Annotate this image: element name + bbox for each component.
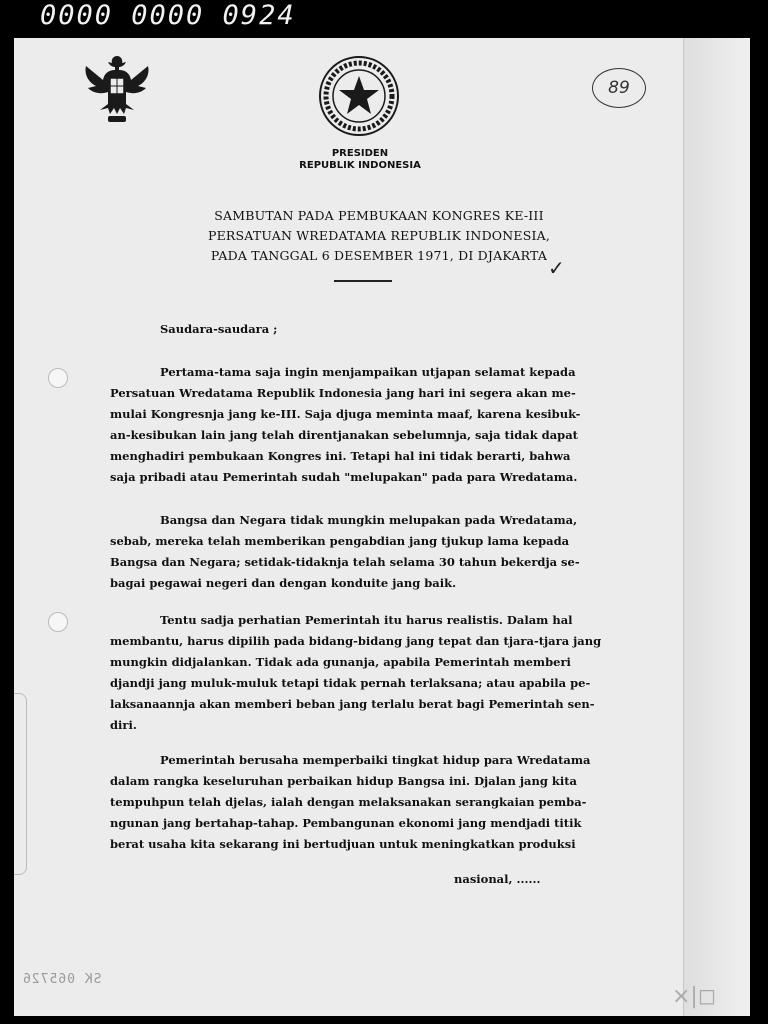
text-line: an-kesibukan lain jang telah direntjanakan sebelumnja, saja tidak dapat xyxy=(110,428,578,442)
document-page xyxy=(14,38,750,1016)
presidential-seal-icon xyxy=(317,54,401,138)
text-line: diri. xyxy=(110,718,137,732)
title-line-3: PADA TANGGAL 6 DESEMBER 1971, DI DJAKARTA xyxy=(210,248,548,263)
text-line: Pertama-tama saja ingin menjampaikan utjapan selamat kepada xyxy=(160,365,576,379)
paragraph-3 xyxy=(110,610,610,736)
continuation-text: nasional, ...... xyxy=(454,872,541,886)
garuda-emblem-icon xyxy=(78,48,156,128)
page-shadow xyxy=(684,38,750,1016)
text-line: menghadiri pembukaan Kongres ini. Tetapi hal ini tidak berarti, bahwa xyxy=(110,449,571,463)
text-line: djandji jang muluk-muluk tetapi tidak pernah terlaksana; atau apabila pe- xyxy=(110,676,591,690)
archive-code: SK 065726 xyxy=(22,972,102,987)
office-line-2: REPUBLIK INDONESIA xyxy=(299,160,421,171)
text-line: Tentu sadja perhatian Pemerintah itu harus realistis. Dalam hal xyxy=(160,613,573,627)
office-line-1: PRESIDEN xyxy=(331,148,389,159)
text-line: saja pribadi atau Pemerintah sudah "melupakan" pada para Wredatama. xyxy=(110,470,578,484)
binder-mark xyxy=(14,693,27,875)
title-line-2: PERSATUAN WREDATAMA REPUBLIK INDONESIA, xyxy=(207,228,551,243)
letterhead-office xyxy=(270,148,450,172)
text-line: laksanaannja akan memberi beban jang terlalu berat bagi Pemerintah sen- xyxy=(110,697,595,711)
text-line: tempuhpun telah djelas, ialah dengan melaksanakan serangkaian pemba- xyxy=(110,795,587,809)
text-line: bagai pegawai negeri dan dengan konduite jang baik. xyxy=(110,576,457,590)
text-line: Pemerintah berusaha memperbaiki tingkat hidup para Wredatama xyxy=(160,753,591,767)
text-line: berat usaha kita sekarang ini bertudjuan untuk meningkatkan produksi xyxy=(110,837,576,851)
text-line: mungkin didjalankan. Tidak ada gunanja, apabila Pemerintah memberi xyxy=(110,655,571,669)
paragraph-1 xyxy=(110,362,610,488)
text-line: membantu, harus dipilih pada bidang-bidang jang tepat dan tjara-tjara jang xyxy=(110,634,602,648)
page-number-circle: 89 xyxy=(592,68,646,108)
text-line: Bangsa dan Negara; setidak-tidaknja telah selama 30 tahun bekerdja se- xyxy=(110,555,580,569)
title-underline xyxy=(334,280,392,282)
paragraph-4 xyxy=(110,750,610,855)
text-line: mulai Kongresnja jang ke-III. Saja djuga meminta maaf, karena kesibuk- xyxy=(110,407,581,421)
checkmark-icon: ✓ xyxy=(548,256,565,280)
title-line-1: SAMBUTAN PADA PEMBUKAAN KONGRES KE-III xyxy=(214,208,544,223)
text-line: ngunan jang bertahap-tahap. Pembangunan ekonomi jang mendjadi titik xyxy=(110,816,582,830)
document-title xyxy=(194,206,564,266)
paragraph-2 xyxy=(110,510,610,594)
film-frame-code: 0000 0000 0924 xyxy=(40,0,296,31)
corner-mark: ×|◻ xyxy=(672,984,717,1009)
text-line: Persatuan Wredatama Republik Indonesia jang hari ini segera akan me- xyxy=(110,386,576,400)
text-line: sebab, mereka telah memberikan pengabdian jang tjukup lama kepada xyxy=(110,534,570,548)
text-line: Bangsa dan Negara tidak mungkin melupakan pada Wredatama, xyxy=(160,513,578,527)
punch-hole xyxy=(48,368,68,388)
text-line: dalam rangka keseluruhan perbaikan hidup Bangsa ini. Djalan jang kita xyxy=(110,774,577,788)
salutation: Saudara-saudara ; xyxy=(160,322,278,336)
page-edge xyxy=(683,38,684,1016)
punch-hole xyxy=(48,612,68,632)
